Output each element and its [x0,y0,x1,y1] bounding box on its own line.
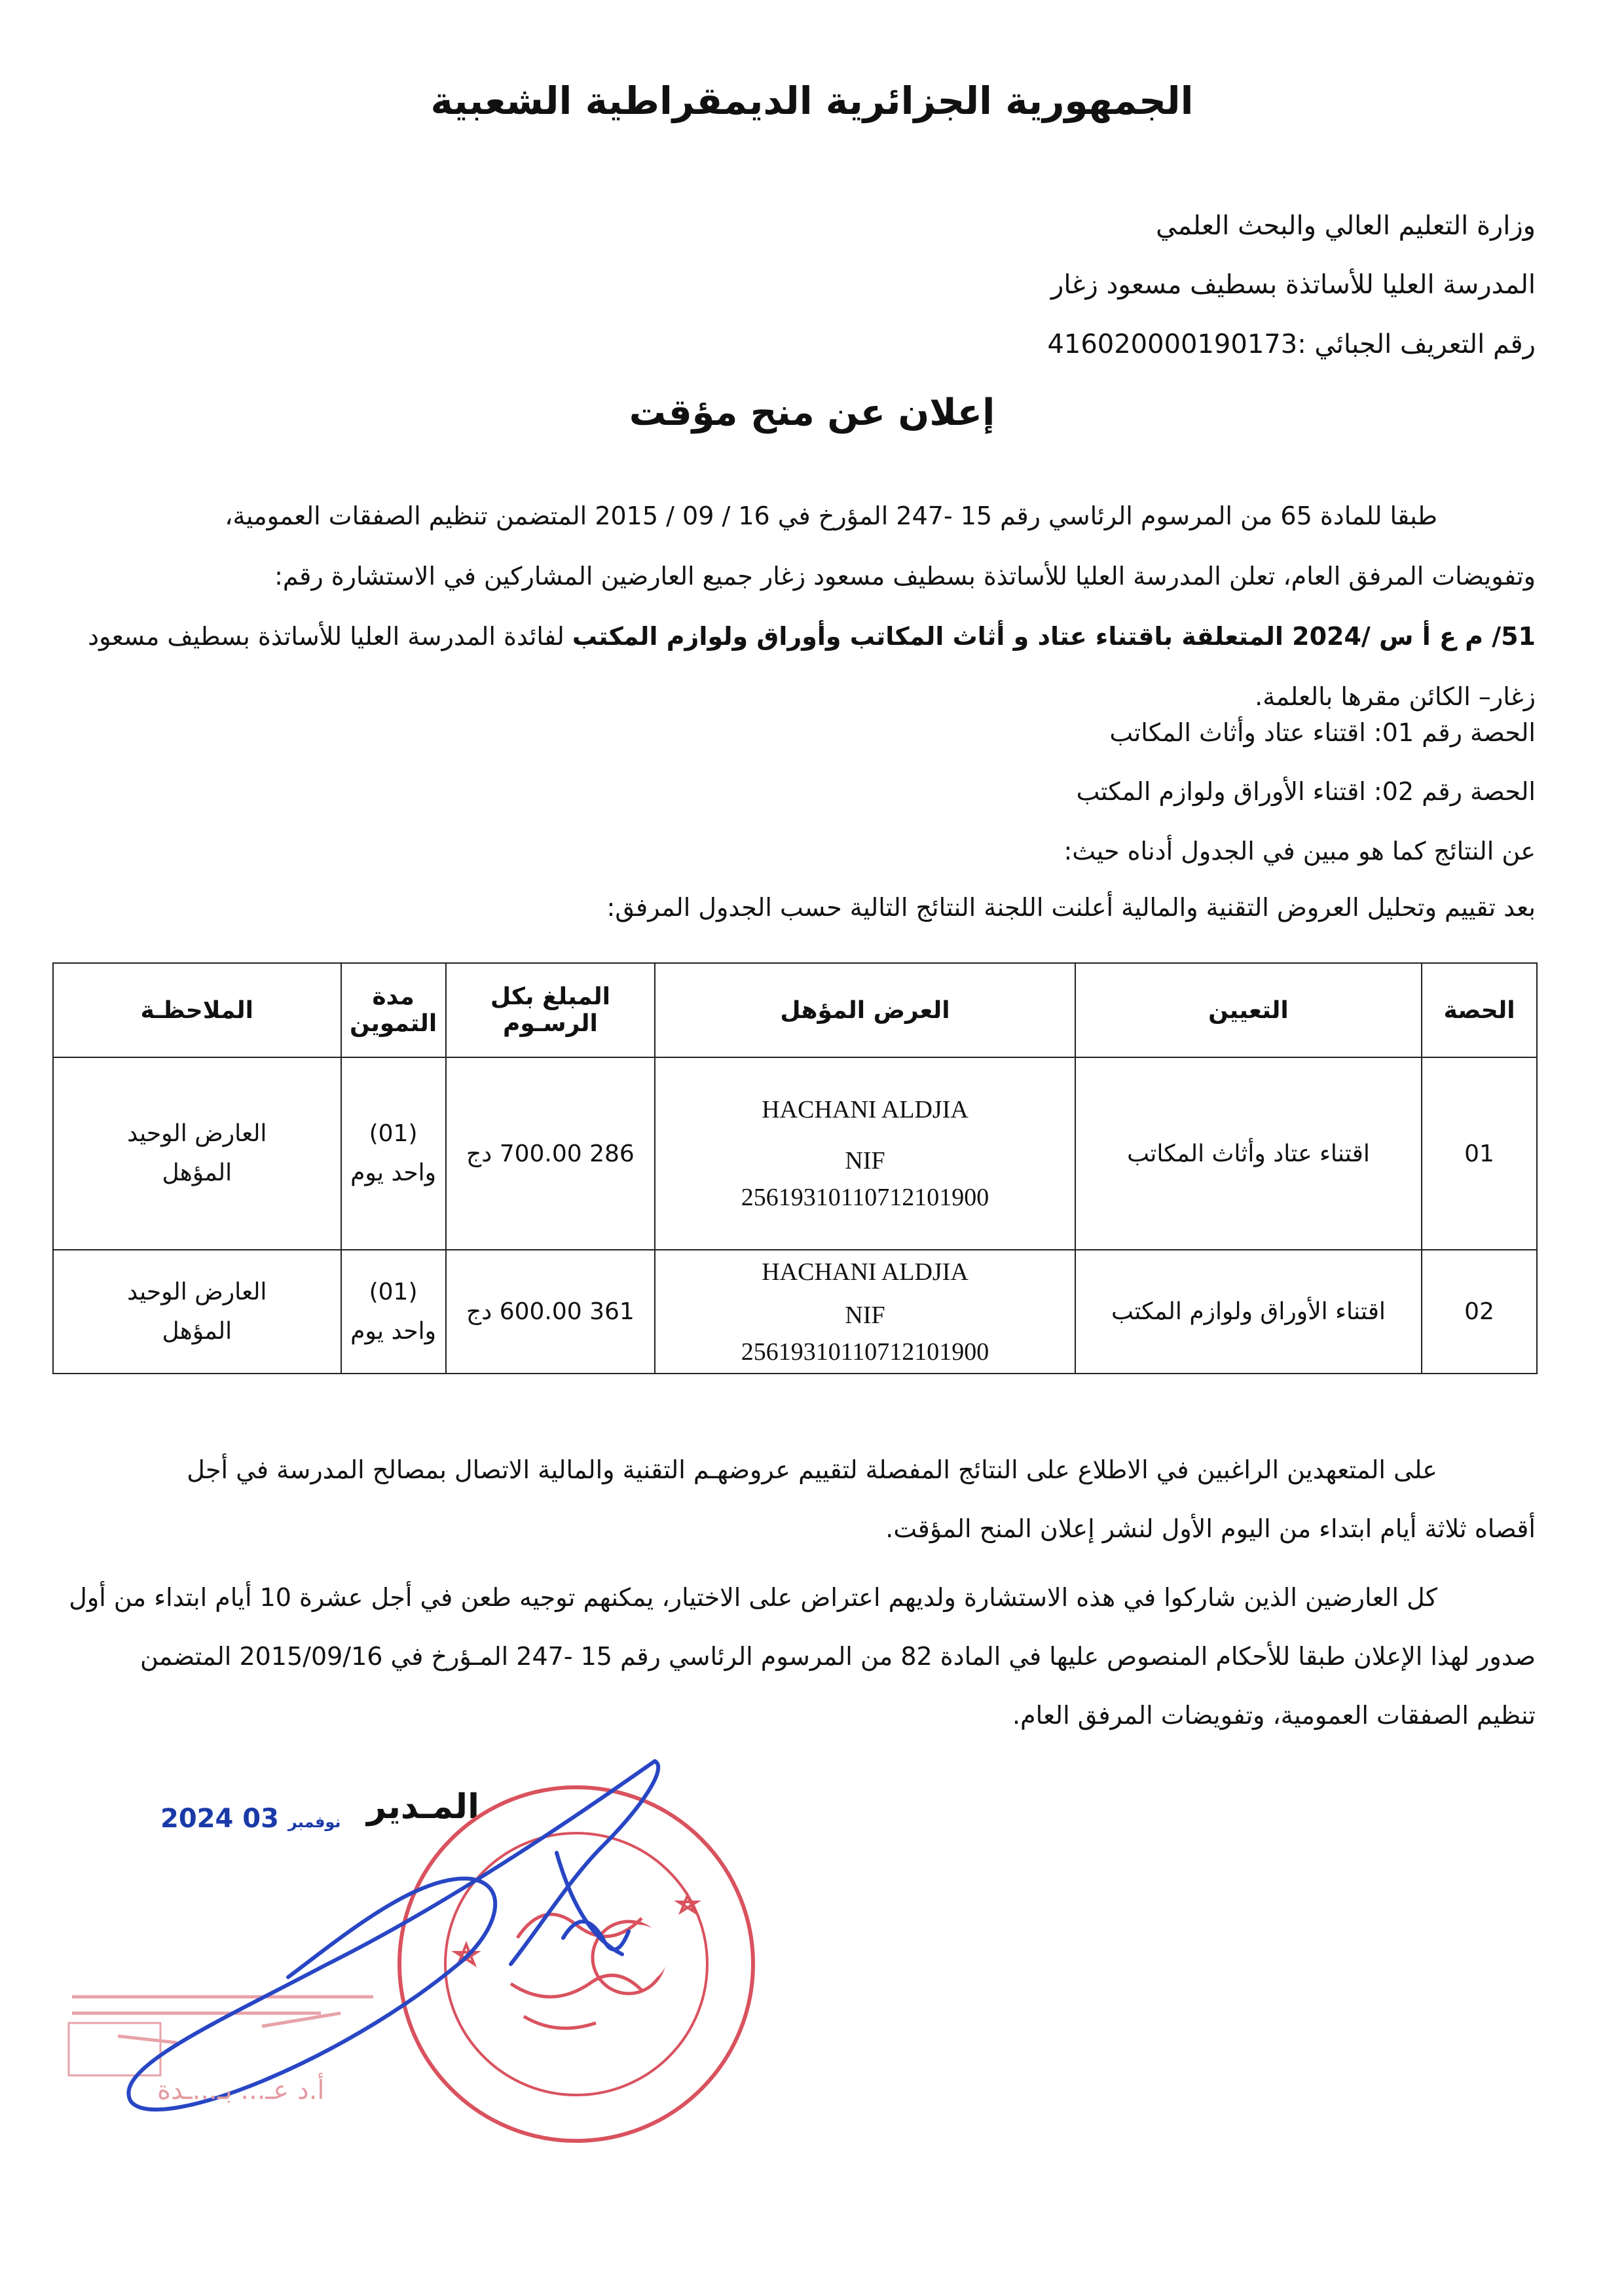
official-seal [399,1787,753,2141]
header-duration-line-2: التموين [349,1010,437,1037]
cell-lot: 02 [1422,1250,1537,1374]
lot-1-line: الحصة رقم 01: اقتناء عتاد وأثاث المكاتب [1109,718,1536,747]
intro-line-1: طبقا للمادة 65 من المرسوم الرئاسي رقم 15 -247 المؤرخ في 16 / 09 / 2015 المتضمن تنظيم الصفقات العمومية، [225,501,1437,530]
date-year: 2024 [160,1804,234,1834]
remark-line-2: المؤهل [162,1159,232,1186]
cell-designation: اقتناء عتاد وأثاث المكاتب [1075,1057,1422,1250]
closing-1-line-1: على المتعهدين الراغبين في الاطلاع على النتائج المفصلة لتقييم عروضهـم التقنية والمالية الاتصال بمصالح المدرسة في أجل [187,1455,1437,1484]
header-amount: المبلغ بكل الرسـوم [446,963,655,1057]
header-lot: الحصة [1422,963,1537,1057]
remark-line-1: العارض الوحيد [127,1120,267,1147]
faded-signature-block [69,1997,373,2075]
intro-line-3-rest: لفائدة المدرسة العليا للأساتذة بسطيف مسعود [88,622,572,651]
duration-text: واحد يوم [350,1317,437,1345]
date-day: 03 [242,1804,279,1834]
closing-2-line-3: تنظيم الصفقات العمومية، وتفويضات المرفق العام. [1012,1701,1536,1730]
handwritten-signature [128,1761,658,2109]
header-designation: التعيين [1075,963,1422,1057]
intro-line-2: وتفويضات المرفق العام، تعلن المدرسة العليا للأساتذة بسطيف مسعود زغار جميع العارضين المشاركين في الاستشارة رقم: [274,562,1536,591]
intro-line-4: زغار– الكائن مقرها بالعلمة. [1255,682,1536,711]
cell-designation: اقتناء الأوراق ولوازم المكتب [1075,1250,1422,1374]
results-line: عن النتائج كما هو مبين في الجدول أدناه حيث: [1063,837,1536,866]
faded-name-line: أ.د عـ... بـ...ـدة [157,2075,325,2105]
closing-1-line-2: أقصاه ثلاثة أيام ابتداء من اليوم الأول لنشر إعلان المنح المؤقت. [885,1514,1536,1543]
ministry-name: وزارة التعليم العالي والبحث العلمي [1156,211,1536,241]
closing-2-line-1: كل العارضين الذين شاركوا في هذه الاستشارة ولديهم اعتراض على الاختيار، يمكنهم توجيه طعن في أجل عشرة 10 أيام ابتداء من أول [69,1583,1437,1612]
country-title: الجمهورية الجزائرية الديمقراطية الشعبية [430,79,1194,123]
header-remark: الملاحظـة [53,963,341,1057]
bidder-name: HACHANI ALDJIA [762,1258,969,1286]
header-duration-line-1: مدة [372,983,415,1010]
duration-number: (01) [369,1278,418,1305]
duration-number: (01) [369,1120,418,1147]
bidder-name: HACHANI ALDJIA [762,1096,969,1123]
director-title: المـدير [367,1787,479,1827]
cell-amount: 361 600.00 دج [446,1250,655,1374]
notice-title: إعلان عن منح مؤقت [629,392,995,434]
consultation-ref: 51/ م ع أ س /2024 المتعلقة باقتناء عتاد و أثاث المكاتب وأوراق ولوازم المكتب [572,622,1536,651]
lot-2-line: الحصة رقم 02: اقتناء الأوراق ولوازم المكتب [1076,777,1536,806]
cell-lot: 01 [1422,1057,1537,1250]
tax-id: رقم التعريف الجبائي :416020000190173 [1047,329,1536,359]
nif-label: NIF [845,1301,885,1329]
remark-line-2: المؤهل [162,1317,232,1345]
evaluation-line: بعد تقييم وتحليل العروض التقنية والمالية أعلنت اللجنة النتائج التالية حسب الجدول المرفق: [606,893,1536,922]
header-bidder: العرض المؤهل [655,963,1075,1057]
closing-2-line-2: صدور لهذا الإعلان طبقا للأحكام المنصوص عليها في المادة 82 من المرسوم الرئاسي رقم 15 -247 المـؤرخ في 2015/09/16 المتضمن [139,1642,1536,1671]
school-name: المدرسة العليا للأساتذة بسطيف مسعود زغار [1051,270,1536,300]
cell-amount: 286 700.00 دج [446,1057,655,1250]
nif-label: NIF [845,1147,885,1175]
date-month: نوفمبر [287,1813,341,1831]
remark-line-1: العارض الوحيد [127,1278,267,1305]
nif-value: 25619310110712101900 [741,1184,989,1211]
duration-text: واحد يوم [350,1159,437,1186]
nif-value: 25619310110712101900 [741,1338,989,1366]
